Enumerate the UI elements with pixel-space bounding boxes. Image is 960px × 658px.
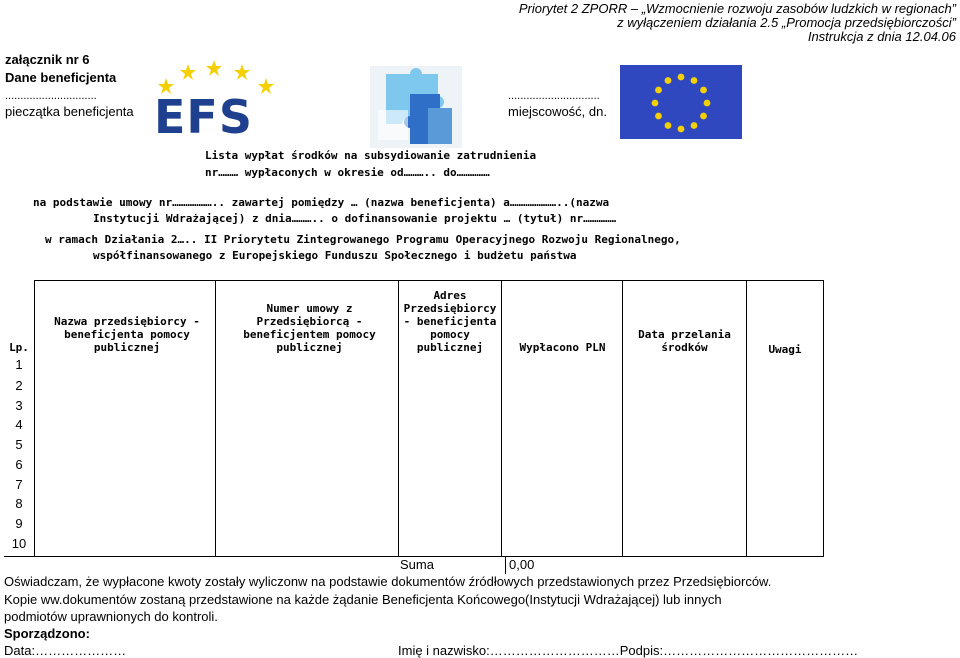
- col-divider: [746, 280, 747, 556]
- table-row-number: 10: [11, 536, 27, 551]
- header-paid-pln: Wypłacono PLN: [519, 341, 606, 354]
- col-divider: [823, 280, 824, 556]
- table-row-number: 8: [15, 496, 23, 511]
- list-title: Lista wypłat środków na subsydiowanie zatrudnienia: [205, 149, 537, 162]
- header-instruction-date: Instrukcja z dnia 12.04.06: [807, 29, 956, 44]
- header-exclusion-line: z wyłączeniem działania 2.5 „Promocja przedsiębiorczości”: [617, 15, 956, 30]
- stamp-dots: ..............................: [5, 90, 97, 102]
- header-company-name: Nazwa przedsiębiorcy - beneficjenta pomocy publicznej: [54, 315, 200, 354]
- table-row-number: 6: [15, 457, 23, 472]
- basis-line-4: współfinansowanego z Europejskiego Funduszu Społecznego i budżetu państwa: [93, 249, 577, 262]
- efs-logo-text: EFS: [154, 90, 253, 144]
- place-date-dots: ..............................: [508, 90, 600, 102]
- beneficiary-data-label: Dane beneficjenta: [5, 70, 117, 85]
- prepared-label: Sporządzono:: [4, 626, 90, 641]
- table-row-number: 2: [15, 378, 23, 393]
- header-address: Adres Przedsiębiorcy - beneficjenta pomocy publicznej: [403, 289, 497, 354]
- table-row-number: 9: [15, 516, 23, 531]
- name-signature-field: Imię i nazwisko:…………………………Podpis:………………………………………: [398, 643, 859, 658]
- col-divider: [34, 280, 35, 556]
- place-date-label: miejscowość, dn.: [508, 104, 607, 119]
- header-transfer-date: Data przelania środków: [638, 328, 731, 354]
- statement-text: Oświadczam, że wypłacone kwoty zostały wyliczonw na podstawie dokumentów źródłowych przedstawionych przez Przedsiębiorców.: [4, 574, 772, 589]
- basis-line-1: na podstawie umowy nr……………….. zawartej pomiędzy … (nazwa beneficjenta) a…………………..(nazwa: [33, 196, 610, 209]
- sum-value: 0,00: [509, 557, 535, 572]
- table-row-number: 3: [15, 398, 23, 413]
- attachment-label: załącznik nr 6: [5, 52, 90, 67]
- copies-line-1: Kopie ww.dokumentów zostaną przedstawione na każde żądanie Beneficjenta Końcowego(Instytucji Wdrażającej) lub innych: [4, 592, 722, 607]
- table-row-number: 4: [15, 417, 23, 432]
- table-row-number: 7: [15, 477, 23, 492]
- col-divider: [215, 280, 216, 556]
- header-remarks: Uwagi: [768, 343, 802, 356]
- header-contract-number: Numer umowy z Przedsiębiorcą - beneficjentem pomocy publicznej: [243, 302, 376, 354]
- date-field: Data:…………………: [4, 643, 127, 658]
- header-priority-line: Priorytet 2 ZPORR – „Wzmocnienie rozwoju zasobów ludzkich w regionach”: [518, 1, 956, 16]
- header-lp: Lp.: [9, 341, 29, 354]
- stamp-label: pieczątka beneficjenta: [5, 104, 134, 119]
- copies-line-2: podmiotów uprawnionych do kontroli.: [4, 609, 218, 624]
- sum-label: Suma: [400, 557, 434, 572]
- table-row-number: 1: [15, 357, 23, 372]
- list-period: nr……… wypłaconych w okresie od……….. do……………: [205, 166, 490, 179]
- table-row-number: 5: [15, 437, 23, 452]
- basis-line-3: w ramach Działania 2….. II Priorytetu Zintegrowanego Programu Operacyjnego Rozwoju Regionalnego,: [45, 233, 681, 246]
- basis-line-2: Instytucji Wdrażającej) z dnia……….. o dofinansowanie projektu … (tytuł) nr……………: [93, 212, 617, 225]
- col-divider: [622, 280, 623, 556]
- sum-divider: [505, 556, 506, 574]
- table-top-border: [34, 280, 824, 281]
